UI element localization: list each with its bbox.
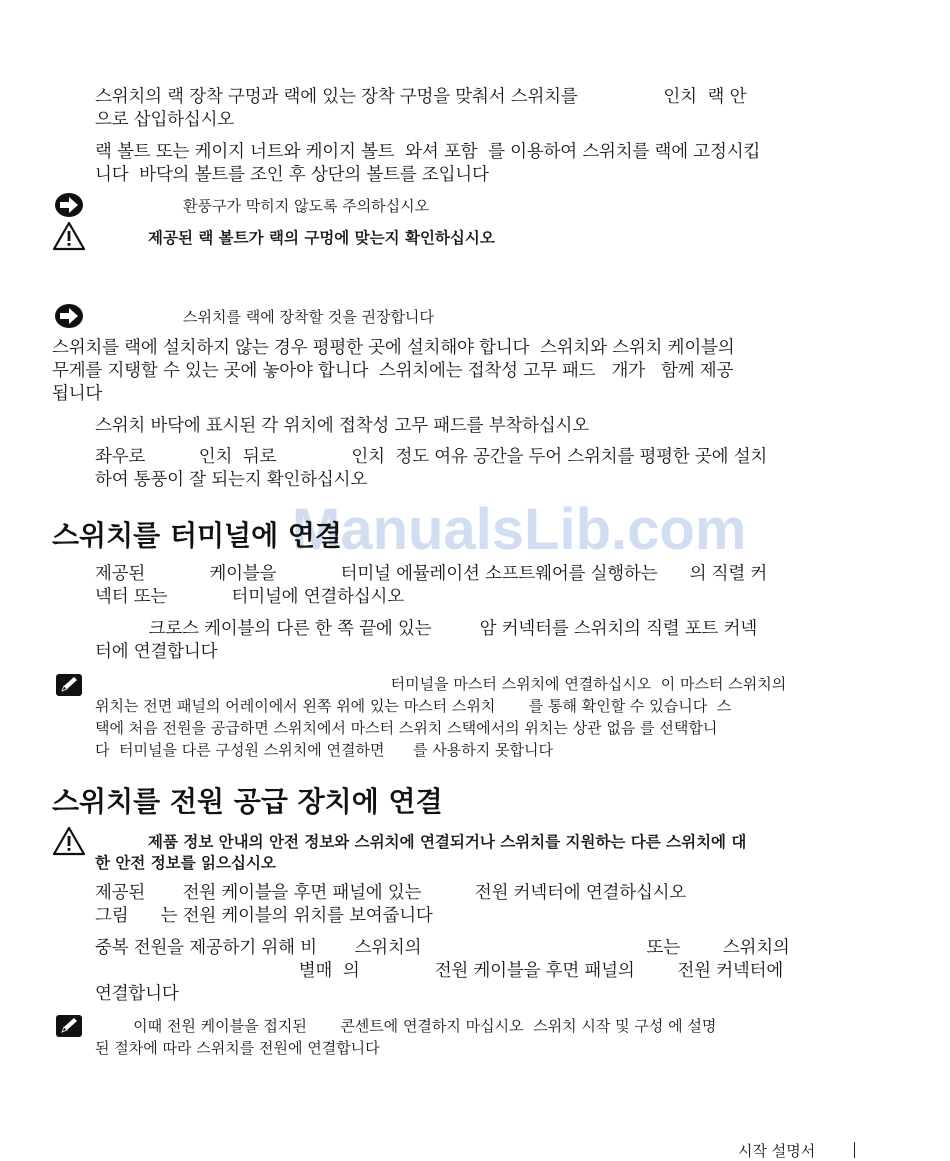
terminal-step2-line2: 터에 연결합니다 <box>95 642 218 662</box>
terminal-note-line2: 위치는 전면 패널의 어레이에서 왼쪽 위에 있는 마스터 스위치 를 통해 확인할 수 있습니다 스 <box>95 697 732 715</box>
rack-step2-line1: 랙 볼트 또는 케이지 너트와 케이지 볼트 와셔 포함 를 이용하여 스위치를 랙에 고정시킵 <box>95 142 761 162</box>
notice-icon <box>54 192 84 218</box>
flat-step2-line2: 하여 통풍이 잘 되는지 확인하십시오 <box>95 470 368 490</box>
rack-step1-line1: 스위치의 랙 장착 구멍과 랙에 있는 장착 구멍을 맞춰서 스위치를 인치 랙 안 <box>95 87 747 107</box>
power-step1-line1: 제공된 전원 케이블을 후면 패널에 있는 전원 커넥터에 연결하십시오 <box>95 883 687 903</box>
footer-title: 시작 설명서 <box>738 1142 816 1160</box>
power-step2-line2: 별매 의 전원 케이블을 후면 패널의 전원 커넥터에 <box>95 961 784 981</box>
rack-step2-line2: 니다 바닥의 볼트를 조인 후 상단의 볼트를 조입니다 <box>95 165 489 185</box>
flat-body-line3: 됩니다 <box>52 384 103 404</box>
section-heading-power: 스위치를 전원 공급 장치에 연결 <box>52 785 443 818</box>
note-icon <box>55 673 83 697</box>
power-note-line1: 이때 전원 케이블을 접지된 콘센트에 연결하지 마십시오 스위치 시작 및 구성 에 설명 <box>95 1017 717 1035</box>
power-caution-line2: 한 안전 정보를 읽으십시오 <box>95 854 276 872</box>
power-step2-line1: 중복 전원을 제공하기 위해 비 스위치의 또는 스위치의 <box>95 938 790 958</box>
terminal-note-line3: 택에 처음 전원을 공급하면 스위치에서 마스터 스위치 스택에서의 위치는 상관 없음 를 선택합니 <box>95 719 718 737</box>
flat-step1: 스위치 바닥에 표시된 각 위치에 접착성 고무 패드를 부착하십시오 <box>95 416 589 436</box>
power-note-line2: 된 절차에 따라 스위치를 전원에 연결합니다 <box>95 1039 380 1057</box>
notice-text: 환풍구가 막히지 않도록 주의하십시오 <box>183 197 430 215</box>
flat-body-line1: 스위치를 랙에 설치하지 않는 경우 평평한 곳에 설치해야 합니다 스위치와 스위치 케이블의 <box>52 338 735 358</box>
caution-icon <box>52 826 86 856</box>
caution-icon <box>52 221 86 251</box>
footer-divider <box>854 1142 855 1158</box>
flat-step2-line1: 좌우로 인치 뒤로 인치 정도 여유 공간을 두어 스위치를 평평한 곳에 설치 <box>95 447 768 467</box>
watermark: ManualsLib.com <box>292 497 747 562</box>
caution-text: 제공된 랙 볼트가 랙의 구멍에 맞는지 확인하십시오 <box>148 229 495 247</box>
power-caution-line1: 제품 정보 안내의 안전 정보와 스위치에 연결되거나 스위치를 지원하는 다른 스위치에 대 <box>148 833 747 851</box>
power-step1-line2: 그림 는 전원 케이블의 위치를 보여줍니다 <box>95 906 433 926</box>
rack-step1-line2: 으로 삽입하십시오 <box>95 110 235 130</box>
terminal-step1-line2: 넥터 또는 터미널에 연결하십시오 <box>95 587 404 607</box>
terminal-note-line4: 다 터미널을 다른 구성원 스위치에 연결하면 를 사용하지 못합니다 <box>95 741 553 759</box>
terminal-note-line1: 터미널을 마스터 스위치에 연결하십시오 이 마스터 스위치의 <box>95 675 787 693</box>
notice-text: 스위치를 랙에 장착할 것을 권장합니다 <box>183 308 434 326</box>
flat-body-line2: 무게를 지탱할 수 있는 곳에 놓아야 합니다 스위치에는 접착성 고무 패드 개가 함께 제공 <box>52 361 734 381</box>
power-step2-line3: 연결합니다 <box>95 984 179 1004</box>
terminal-step1-line1: 제공된 케이블을 터미널 에뮬레이션 소프트웨어를 실행하는 의 직렬 커 <box>95 564 768 584</box>
notice-icon <box>54 303 84 329</box>
note-icon <box>55 1014 83 1038</box>
terminal-step2-line1: 크로스 케이블의 다른 한 쪽 끝에 있는 암 커넥터를 스위치의 직렬 포트 커넥 <box>95 619 758 639</box>
section-heading-terminal: 스위치를 터미널에 연결 <box>52 519 342 552</box>
